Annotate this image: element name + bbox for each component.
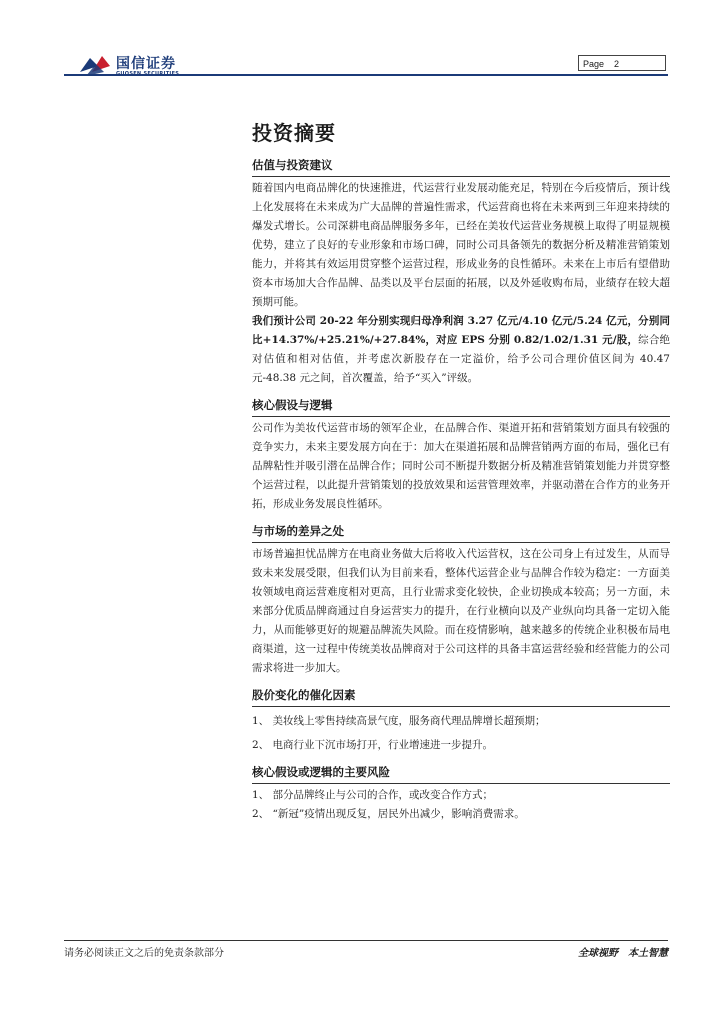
page-label: Page <box>583 59 605 69</box>
forecast-highlight: 我们预计公司 20-22 年分别实现归母净利润 3.27 亿元/4.10 亿元/5.24 亿元，分别同比+14.37%/+25.21%/+27.84%，对应 EPS 分别 0.82/1.02/1.31 元/股， <box>252 315 670 346</box>
section-heading-risks: 核心假设或逻辑的主要风险 <box>252 761 670 784</box>
assumptions-paragraph: 公司作为美妆代运营市场的领军企业，在品牌合作、渠道开拓和营销策划方面具有较强的竞争实力，未来主要发展方向在于：加大在渠道拓展和品牌营销两方面的布局，强化已有品牌粘性并吸引潜在品牌合作；同时公司不断提升数据分析及精准营销策划能力并贯穿整个运营过程，以此提升营销策划的投放效果和运营管理效率，并驱动潜在合作方的业务开拓，形成业务发展良性循环。 <box>252 422 670 510</box>
page-number-box <box>578 55 666 71</box>
catalyst-item-2: 2、 电商行业下沉市场打开，行业增速进一步提升。 <box>252 739 494 751</box>
section-heading-assumptions: 核心假设与逻辑 <box>252 394 670 417</box>
logo-name-cn: 国信证券 <box>116 56 176 72</box>
footer-slogan: 全球视野 本土智慧 <box>578 948 668 959</box>
header-divider <box>64 74 668 76</box>
forecast-paragraph <box>252 312 670 388</box>
section-heading-catalysts: 股价变化的催化因素 <box>252 684 670 707</box>
page-title: 投资摘要 <box>252 121 336 145</box>
catalyst-item-1: 1、 美妆线上零售持续高景气度，服务商代理品牌增长超预期； <box>252 715 546 727</box>
risk-item-2: 2、 “新冠”疫情出现反复，居民外出减少，影响消费需求。 <box>252 808 525 820</box>
company-logo <box>78 52 198 82</box>
footer-divider <box>64 940 668 941</box>
risk-item-1: 1、 部分品牌终止与公司的合作，或改变合作方式； <box>252 789 494 801</box>
differences-paragraph: 市场普遍担忧品牌方在电商业务做大后将收入代运营权，这在公司身上有过发生，从而导致未来发展受限，但我们认为目前来看，整体代运营企业与品牌合作较为稳定：一方面美妆领域电商运营难度相对更高，且行业需求变化较快，企业切换成本较高；另一方面，未来部分优质品牌商通过自身运营实力的提升，在行业横向以及产业纵向均具备一定切入能力，从而能够更好的规避品牌流失风险。而在疫情影响，越来越多的传统企业积极布局电商渠道，这一过程中传统美妆品牌商对于公司这样的具备丰富运营经验和经营能力的公司需求将进一步加大。 <box>252 548 670 674</box>
section-heading-differences: 与市场的差异之处 <box>252 520 670 543</box>
page-number: 2 <box>614 59 620 69</box>
report-body <box>252 118 670 824</box>
forecast-rest: 综合绝对估值和相对估值，并考虑次新股存在一定溢价，给予公司合理价值区间为 40.47 元-48.38 元之间，首次覆盖，给予“买入”评级。 <box>252 334 670 384</box>
footer-disclaimer: 请务必阅读正文之后的免责条款部分 <box>64 948 224 959</box>
valuation-paragraph: 随着国内电商品牌化的快速推进，代运营行业发展动能充足，特别在今后疫情后，预计线上化发展将在未来成为广大品牌的普遍性需求，代运营商也将在未来两到三年迎来持续的爆发式增长。公司深耕电商品牌服务多年，已经在美妆代运营业务规模上取得了明显规模优势，建立了良好的专业形象和市场口碑，同时公司具备领先的数据分析及精准营销策划能力，并将其有效运用贯穿整个运营过程，形成业务的良性循环。未来在上市后有望借助资本市场加大合作品牌、品类以及平台层面的拓展，以及外延收购布局，业绩存在较大超预期可能。 <box>252 182 670 308</box>
section-heading-valuation: 估值与投资建议 <box>252 154 670 177</box>
